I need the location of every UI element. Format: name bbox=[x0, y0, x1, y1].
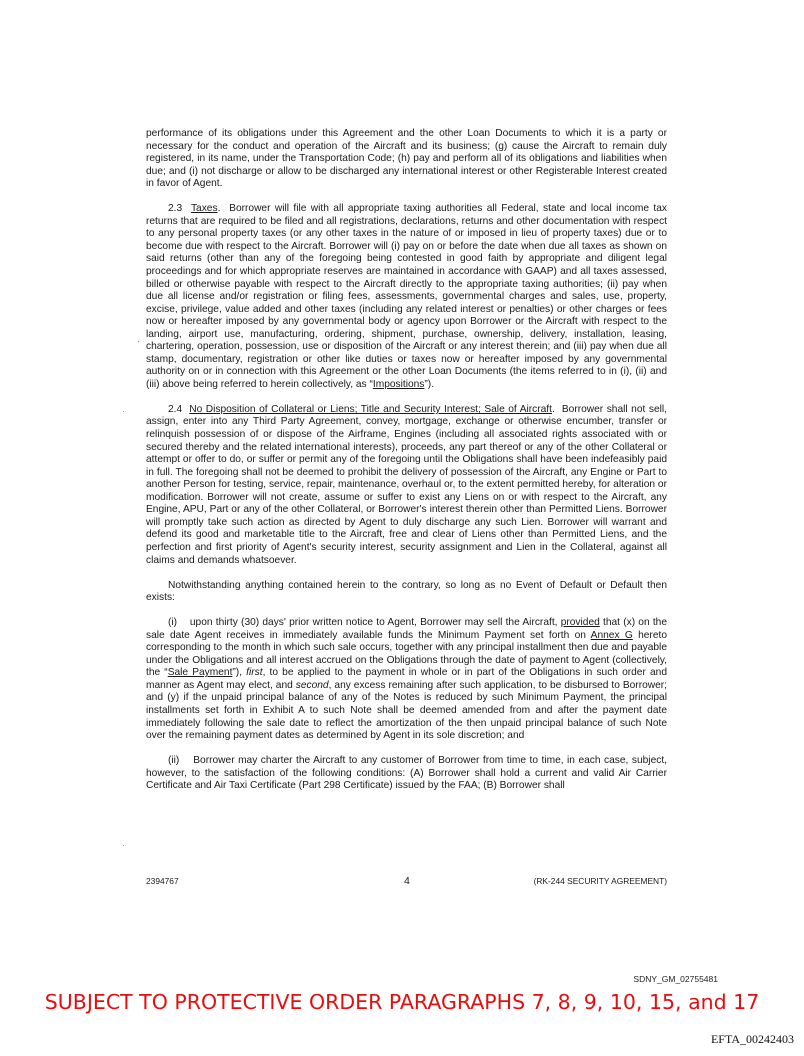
section-2-3-paragraph: 2.3 Taxes. Borrower will file with all appropriate taxing authorities all Federal, state and local income tax returns that are required to be filed and all registrations, declarations, returns and other documentation with respect to any personal property taxes (or any other taxes in the nature of or imposed in lieu of property taxes) due or to become due with respect to the Aircraft. Borrower will (i) pay on or before the date when due all taxes as shown on said returns (other than any of the foregoing being contested in good faith by appropriate and diligent legal proceedings and for which appropriate reserves are maintained in accordance with GAAP) and all taxes assessed, billed or otherwise payable with respect to the Aircraft directly to the appropriate taxing authorities; (ii) pay when due all license and/or registration or filing fees, assessments, governmental charges and sales, use, property, excise, privilege, value added and other taxes (including any related interest or penalties) or other charges or fees now or hereafter imposed by any governmental body or agency upon Borrower or the Aircraft with respect to the landing, airport use, manufacturing, ordering, shipment, purchase, ownership, delivery, installation, leasing, chartering, operation, possession, use or disposition of the Aircraft or any interest therein; and (iii) pay when due all stamp, documentary, registration or other like duties or taxes now or hereafter imposed by any governmental authority on or in connection with this Agreement or the other Loan Documents (the items referred to in (i), (ii) and (iii) above being referred to herein collectively, as “Impositions”). bbox=[146, 203, 667, 390]
section-2-3-text: Borrower will file with all appropriate taxing authorities all Federal, state and local income tax returns that are required to be filed and all registrations, declarations, returns and other documentation with respect to any personal property taxes (or any other taxes in the nature of or imposed in lieu of property taxes) due or to become due with respect to the Aircraft. Borrower will (i) pay on or before the date when due all taxes as shown on said returns (other than any of the foregoing being contested in good faith by appropriate and diligent legal proceedings and for which appropriate reserves are maintained in accordance with GAAP) and all taxes assessed, billed or otherwise payable with respect to the Aircraft directly to the appropriate taxing authorities; (ii) pay when due all license and/or registration or filing fees, assessments, governmental charges and sales, use, property, excise, privilege, value added and other taxes (including any related interest or penalties) or other charges or fees now or hereafter imposed by any governmental body or agency upon Borrower or the Aircraft with respect to the landing, airport use, manufacturing, ordering, shipment, purchase, ownership, delivery, installation, leasing, chartering, operation, possession, use or disposition of the Aircraft or any interest therein; and (iii) pay when due all stamp, documentary, registration or other like duties or taxes now or hereafter imposed by any governmental authority on or in connection with this Agreement or the other Loan Documents (the items referred to in (i), (ii) and (iii) above being referred to herein collectively, as “ bbox=[146, 203, 667, 390]
impositions-term: Impositions bbox=[372, 378, 425, 390]
efta-identifier: EFTA_00242403 bbox=[710, 1032, 794, 1046]
item-i-part-f: , any excess remaining after such application, to be disbursed to Borrower; and (y) if the unpaid principal balance of any of the Notes is reduced by such Minimum Payment, the principal installments set forth in Exhibit A to such Note shall be deemed amended from and after the payment date immediately following the sale date to reflect the amortization of the then unpaid principal balance of such Note over the remaining payment dates as determined by Agent in its sole discretion; and bbox=[146, 679, 668, 742]
section-2-3-end: ”). bbox=[424, 378, 435, 390]
first-term: first bbox=[246, 667, 263, 679]
item-i-part-e: , to be applied to the payment in whole or in part of the Obligations in such order and manner as Agent may elect, and bbox=[146, 667, 667, 691]
item-ii-paragraph: (ii) Borrower may charter the Aircraft to any customer of Borrower from time to time, in each case, subject, however, to the satisfaction of the following conditions: (A) Borrower shall hold a current and valid Air Carrier Certificate and Air Taxi Certificate (Part 298 Certificate) issued by the FAA; (B) Borrower shall bbox=[146, 755, 667, 792]
item-i-paragraph bbox=[146, 617, 667, 742]
document-body bbox=[146, 128, 667, 805]
section-2-4-number: 2.4 bbox=[168, 403, 183, 415]
item-i-part-a: (i) upon thirty (30) days' prior written notice to Agent, Borrower may sell the Aircraft, bbox=[168, 617, 561, 629]
section-2-3-number: 2.3 bbox=[168, 203, 183, 215]
section-2-4-heading: No Disposition of Collateral or Liens; Title and Security Interest; Sale of Aircraft bbox=[189, 403, 552, 415]
scan-speck-3: · bbox=[122, 840, 125, 850]
protective-order-notice: SUBJECT TO PROTECTIVE ORDER PARAGRAPHS 7, 8, 9, 10, 15, and 17 bbox=[44, 990, 760, 1014]
section-2-3-heading: Taxes bbox=[190, 203, 218, 215]
provided-term: provided bbox=[560, 617, 600, 629]
intro-paragraph: performance of its obligations under this Agreement and the other Loan Documents to which it is a party or necessary for the conduct and operation of the Aircraft and its business; (g) cause the Aircraft to remain duly registered, in its name, under the Transportation Code; (h) pay and perform all of its obligations and liabilities when due; and (i) not discharge or allow to be discharged any international interest or other Registerable Interest created in favor of Agent. bbox=[146, 128, 667, 190]
scan-speck-2: · bbox=[122, 406, 125, 416]
notwithstanding-paragraph: Notwithstanding anything contained herein to the contrary, so long as no Event of Default or Default then exists: bbox=[146, 579, 667, 604]
sale-payment-term: Sale Payment bbox=[167, 667, 233, 679]
second-term: second bbox=[295, 679, 329, 691]
annex-g-term: Annex G bbox=[590, 629, 633, 641]
item-i-part-d: ”), bbox=[232, 667, 247, 679]
section-2-4-text: Borrower shall not sell, assign, enter into any Third Party Agreement, convey, mortgage, exchange or otherwise encumber, transfer or relinquish possession of or dispose of the Airframe, Engines (including all associated rights associated with or secured thereby and the related international interests), proceeds, any part thereof or any of the other Collateral or attempt or offer to do, or suffer or permit any of the foregoing until the Obligations shall have been indefeasibly paid in full. The foregoing shall not be deemed to prohibit the delivery of possession of the Aircraft, any Engine or Part to another Person for testing, service, repair, maintenance, overhaul or, to the extent permitted hereby, for alteration or modification. Borrower will not create, assume or suffer to exist any Liens on or with respect to the Aircraft, any Engine, APU, Part or any of the other Collateral, or Borrower's interest therein other than Permitted Liens. Borrower will promptly take such action as directed by Agent to duly discharge any such Lien. Borrower will warrant and defend its good and marketable title to the Aircraft, free and clear of Liens other than Permitted Liens, and the perfection and first priority of Agent's security interest, security assignment and Lien in the Collateral, against all claims and demands whatsoever. bbox=[146, 403, 667, 566]
item-i-part-c: hereto corresponding to the month in which such sale occurs, together with any principal installment then due and payable under the Obligations and all interest accrued on the Obligations through the date of payment to Agent (collectively, the “ bbox=[146, 629, 667, 679]
bates-number: SDNY_GM_02755481 bbox=[633, 974, 718, 984]
scan-speck-1: · bbox=[137, 336, 140, 346]
item-i-part-b: that (x) on the sale date Agent receives in immediately available funds the Minimum Payment set forth on bbox=[146, 617, 668, 641]
page-footer bbox=[146, 876, 667, 890]
footer-page-number: 4 bbox=[404, 875, 410, 887]
footer-doc-number: 2394767 bbox=[146, 876, 179, 886]
footer-doc-title: (RK-244 SECURITY AGREEMENT) bbox=[533, 876, 667, 886]
section-2-4-paragraph: 2.4 No Disposition of Collateral or Liens; Title and Security Interest; Sale of Aircraft. Borrower shall not sell, assign, enter into any Third Party Agreement, convey, mortgage, exchange or otherwise encumber, transfer or relinquish possession of or dispose of the Airframe, Engines (including all associated rights associated with or secured thereby and the related international interests), proceeds, any part thereof or any of the other Collateral or attempt or offer to do, or suffer or permit any of the foregoing until the Obligations shall have been indefeasibly paid in full. The foregoing shall not be deemed to prohibit the delivery of possession of the Aircraft, any Engine or Part to another Person for testing, service, repair, maintenance, overhaul or, to the extent permitted hereby, for alteration or modification. Borrower will not create, assume or suffer to exist any Liens on or with respect to the Aircraft, any Engine, APU, Part or any of the other Collateral, or Borrower's interest therein other than Permitted Liens. Borrower will promptly take such action as directed by Agent to duly discharge any such Lien. Borrower will warrant and defend its good and marketable title to the Aircraft, free and clear of Liens other than Permitted Liens, and the perfection and first priority of Agent's security interest, security assignment and Lien in the Collateral, against all claims and demands whatsoever. bbox=[146, 403, 667, 566]
